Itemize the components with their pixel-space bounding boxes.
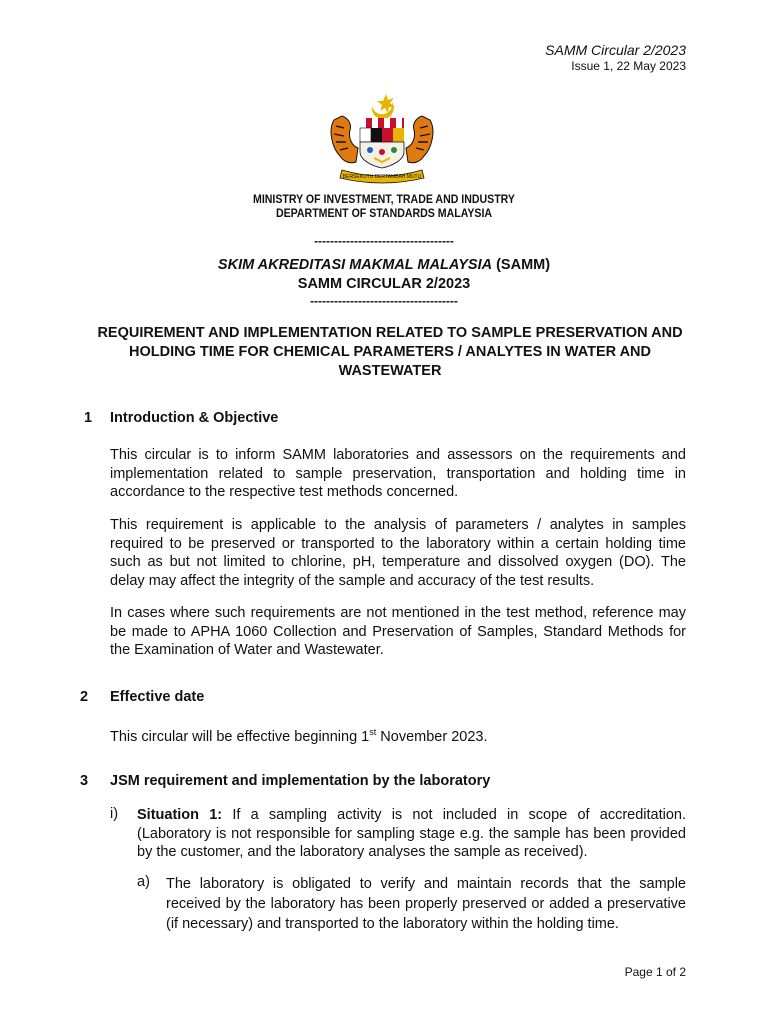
- section-number: 1: [84, 410, 93, 426]
- divider-bottom: -------------------------------------: [310, 294, 458, 308]
- circular-reference: [545, 42, 686, 74]
- situation-1-paragraph: [137, 806, 686, 862]
- document-title: REQUIREMENT AND IMPLEMENTATION RELATED TO SAMPLE PRESERVATION AND HOLDING TIME FOR CHEMICAL PARAMETERS / ANALYTES IN WATER AND WASTEWATER: [97, 325, 683, 379]
- divider-top: -----------------------------------: [314, 234, 454, 248]
- issue-date: Issue 1, 22 May 2023: [571, 59, 686, 73]
- situation-marker: i): [110, 806, 119, 822]
- circular-number: SAMM Circular 2/2023: [545, 42, 686, 58]
- coat-of-arms-icon: [326, 90, 438, 186]
- department-name: DEPARTMENT OF STANDARDS MALAYSIA: [275, 208, 493, 220]
- agency-block: [31, 193, 738, 221]
- situation-text: If a sampling activity is not included in scope of accreditation. (Laboratory is not responsible for sampling stage e.g. the sample has been provided by the customer, and the laboratory analyses the sample as received).: [137, 807, 686, 860]
- scheme-name: SKIM AKREDITASI MAKMAL MALAYSIA: [217, 257, 493, 273]
- ordinal-suffix: st: [369, 727, 377, 737]
- circular-title: SAMM CIRCULAR 2/2023: [297, 276, 471, 292]
- sub-item-marker: a): [137, 874, 150, 890]
- sub-item-a-paragraph: The laboratory is obligated to verify and maintain records that the sample received by the laboratory has been properly preserved or added a preservative (if necessary) and transported to the laboratory within the holding time.: [166, 876, 686, 932]
- crest-motto: BERSEKUTU BERTAMBAH MUTU: [342, 174, 422, 180]
- section-number: 2: [80, 689, 89, 705]
- effective-text-start: This circular will be effective beginning 1: [110, 728, 370, 745]
- section-1-paragraph-1: This circular is to inform SAMM laboratories and assessors on the requirements and implementation related to sample preservation, transportation and holding time in accordance to the respective test methods concerned.: [110, 447, 686, 500]
- section-1-paragraph-2: This requirement is applicable to the analysis of parameters / analytes in samples required to be preserved or transported to the laboratory within a certain holding time such as but not limited to chlorine, pH, temperature and dissolved oxygen (DO). The delay may affect the integrity of the sample and accuracy of the test results.: [110, 517, 686, 589]
- scheme-abbrev: (SAMM): [492, 257, 551, 273]
- situation-label: Situation 1:: [137, 807, 223, 823]
- section-3-heading: [80, 773, 490, 789]
- scheme-block: [0, 256, 768, 294]
- section-title: Effective date: [110, 689, 205, 705]
- effective-text-end: November 2023.: [376, 728, 488, 745]
- section-2-heading: [80, 689, 204, 705]
- section-1-paragraph-3: In cases where such requirements are not mentioned in the test method, reference may be made to APHA 1060 Collection and Preservation of Samples, Standard Methods for the Examination of Water and Wastewater.: [110, 605, 686, 658]
- ministry-name: MINISTRY OF INVESTMENT, TRADE AND INDUSTRY: [253, 194, 515, 206]
- section-title: JSM requirement and implementation by the laboratory: [110, 773, 491, 789]
- section-number: 3: [80, 773, 89, 789]
- section-2-paragraph: [110, 723, 686, 746]
- page-number: Page 1 of 2: [624, 965, 686, 979]
- section-title: Introduction & Objective: [110, 410, 279, 426]
- section-1-heading: [84, 410, 278, 426]
